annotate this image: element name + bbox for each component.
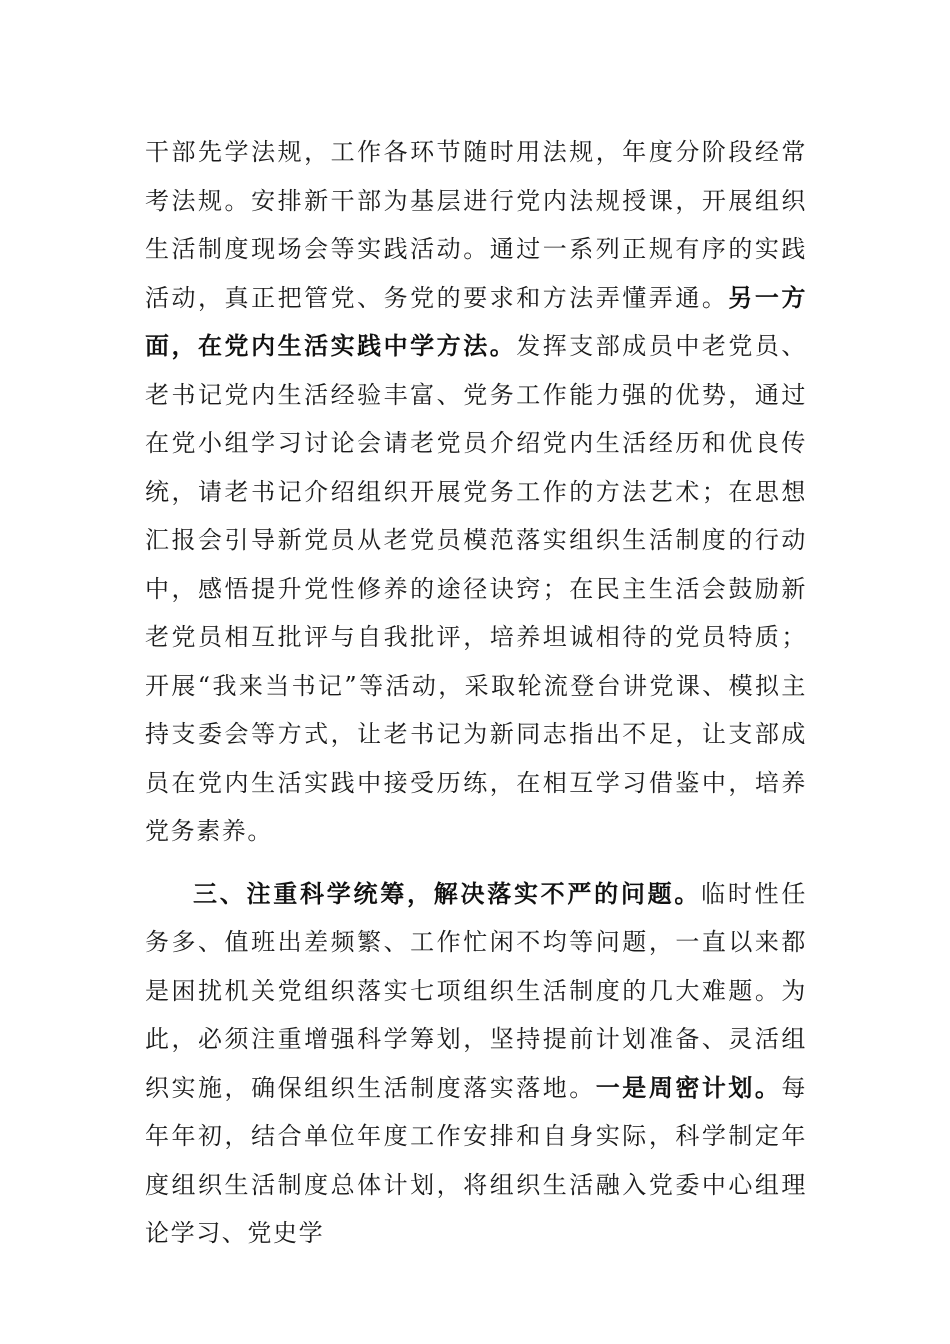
paragraph-1-run-3: 发挥支部成员中老党员、老书记党内生活经验丰富、党务工作能力强的优势，通过在党小组学习讨论会请老党员介绍党内生活经历和优良传统，请老书记介绍组织开展党务工作的方法艺术；在思想汇报会引导新党员从老党员模范落实组织生活制度的行动中，感悟提升党性修养的途径诀窍；在民主生活会鼓励新老党员相互批评与自我批评，培养坦诚相待的党员特质；开展“我来当书记”等活动，采取轮流登台讲党课、模拟主持支委会等方式，让老书记为新同志指出不足，让支部成员在党内生活实践中接受历练，在相互学习借鉴中，培养党务素养。 — [145, 332, 807, 845]
document-body — [145, 128, 807, 1258]
section-heading-three: 三、注重科学统筹，解决落实不严的问题。 — [193, 879, 702, 908]
paragraph-1-run-1: 干部先学法规，工作各环节随时用法规，年度分阶段经常考法规。安排新干部为基层进行党内法规授课，开展组织生活制度现场会等实践活动。通过一系列正规有序的实践活动，真正把管党、务党的要求和方法弄懂弄通。 — [145, 138, 807, 312]
paragraph-1-heading-another-aspect: 另一方面，在党内生活实践中学方法。 — [145, 283, 807, 360]
paragraph-1 — [145, 128, 807, 856]
paragraph-2-run-2: 临时性任务多、值班出差频繁、工作忙闲不均等问题，一直以来都是困扰机关党组织落实七项组织生活制度的几大难题。为此，必须注重增强科学筹划，坚持提前计划准备、灵活组织实施，确保组织生活制度落实落地。 — [145, 879, 807, 1102]
paragraph-2-heading-first: 一是周密计划。 — [595, 1073, 782, 1102]
paragraph-2-run-4: 每年年初，结合单位年度工作安排和自身实际，科学制定年度组织生活制度总体计划，将组织生活融入党委中心组理论学习、党史学 — [145, 1073, 808, 1247]
paragraph-2 — [145, 870, 807, 1258]
